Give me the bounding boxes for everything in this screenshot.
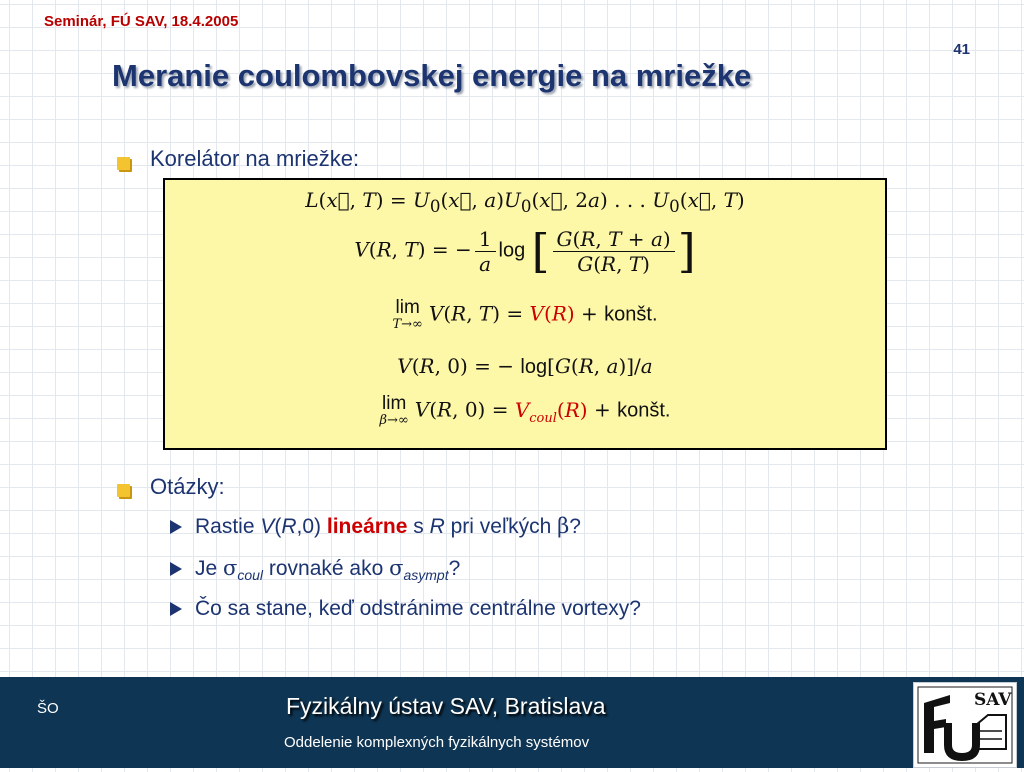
question-2: Je $\sigma_{coul}$ rovnaké ako $\sigma_{asympt}$? — [170, 556, 460, 583]
triangle-bullet-icon — [170, 562, 182, 576]
equation-5: lim β→∞ V(R, $0) = V_{coul}(R)$ + konšt. — [379, 393, 671, 428]
highlight-linearne: lineárne — [326, 515, 408, 538]
equation-3: lim T→∞ V(R, T) = V(R) + konšt. — [392, 297, 658, 332]
equation-1: L(x⃗, $T) = U_0(x⃗$, $a)U_0(x⃗$, 2a) . . . $U_0(x⃗$, T) — [305, 188, 745, 216]
bullet-square-icon — [117, 484, 130, 497]
bullet-correlator: Korelátor na mriežke: — [150, 146, 360, 171]
equation-2: V(R, T) = − $\frac{1}{a}$ log [ $\frac{G(R, T + a)}{G(R, T)}$ ] — [354, 224, 696, 278]
bullet-questions: Otázky: — [150, 474, 225, 499]
triangle-bullet-icon — [170, 602, 182, 616]
question-1: Rastie V(R,0) lineárne s R pri veľkých β? — [170, 514, 581, 539]
question-3: Čo sa stane, keď odstránime centrálne vortexy? — [170, 597, 641, 621]
institute-name: Fyzikálny ústav SAV, Bratislava — [286, 693, 606, 719]
triangle-bullet-icon — [170, 520, 182, 534]
slide-number: 41 — [953, 41, 970, 58]
footer-bar — [0, 677, 1024, 768]
author-initials: ŠO — [37, 700, 59, 717]
slide-title: Meranie coulombovskej energie na mriežke — [112, 58, 752, 93]
sav-logo — [913, 682, 1017, 768]
bullet-square-icon — [117, 157, 130, 170]
sav-logo-icon — [914, 683, 1016, 767]
equation-4: V(R, 0) = − log[G(R, a)]/a — [397, 354, 653, 378]
logo-text: SAV — [974, 690, 1012, 710]
department-name: Oddelenie komplexných fyzikálnych systémov — [284, 734, 590, 751]
seminar-note: Seminár, FÚ SAV, 18.4.2005 — [44, 13, 239, 30]
equation-box — [163, 178, 887, 450]
